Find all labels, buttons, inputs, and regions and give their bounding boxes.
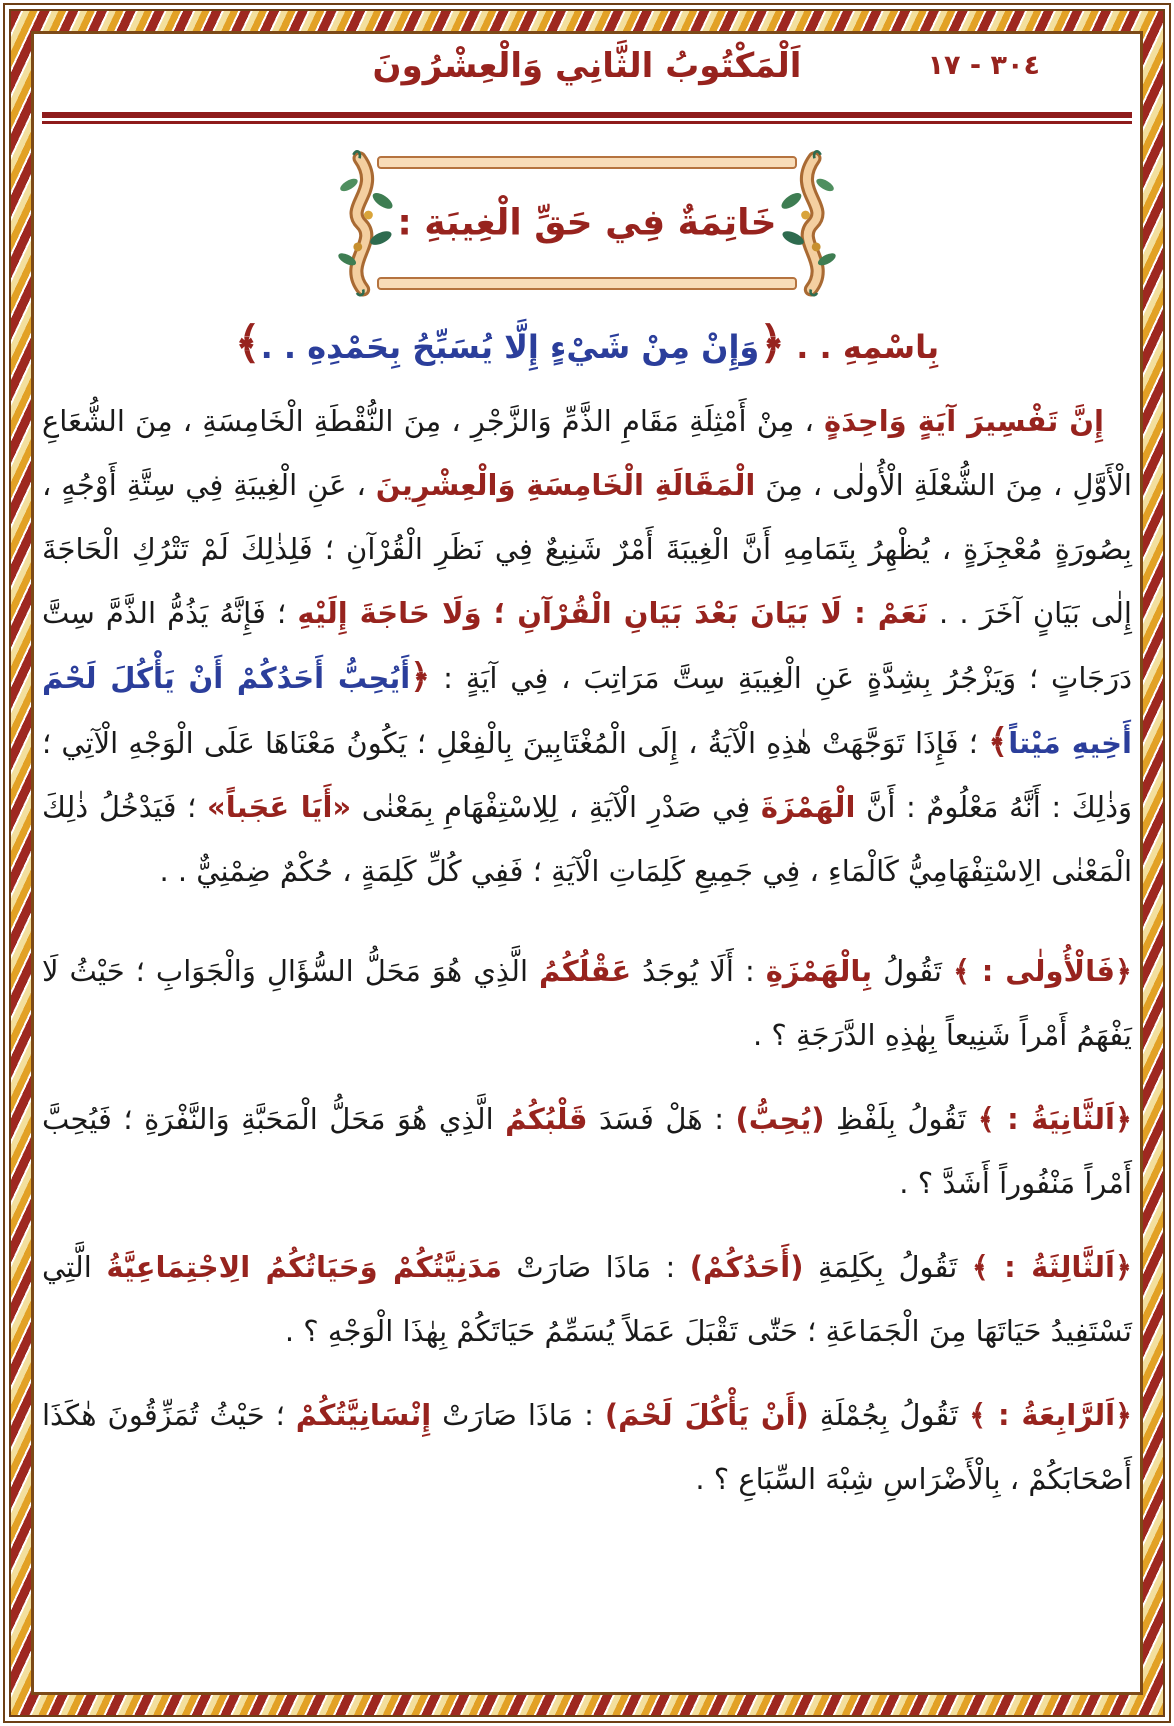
page-content — [31, 38, 1133, 1688]
body-paragraph — [31, 389, 1133, 903]
text-segment: ﴿ — [759, 318, 786, 369]
text-segment: : هَلْ فَسَدَ — [587, 1102, 736, 1136]
section-title: خَاتِمَةٌ فِي حَقِّ الْغِيبَةِ : — [397, 202, 777, 244]
text-segment: ؛ فَيَدْخُلُ ذٰلِكَ الْمَعْنٰى الِاسْتِفْهَامِيُّ كَالْمَاءِ ، فِي جَمِيعِ كَلِمَاتِ الْآيَةِ ؛ فَفِي كُلِّ كَلِمَةٍ ، حُكْمٌ ضِمْنِيٌّ . . — [32, 790, 1132, 888]
double-rule-divider — [42, 112, 1132, 124]
body-paragraph — [32, 1383, 1133, 1511]
text-segment: ﴿اَلرَّابِعَةُ : ﴾ — [969, 1398, 1133, 1432]
text-segment: ﴿فَالْأُولٰى : ﴾ — [952, 954, 1132, 988]
text-segment: تَقُولُ بِلَفْظِ — [824, 1102, 978, 1136]
text-segment: بِاسْمِهِ . . — [785, 328, 940, 366]
text-segment: ؛ فَإِذَا تَوَجَّهَتْ هٰذِهِ الْآيَةُ ، إِلَى الْمُغْتَابِينَ بِالْفِعْلِ ؛ يَكُونُ مَعْنَاهَا عَلَى الْوَجْهِ الْآتِي ؛ وَذٰلِكَ : أَنَّهُ مَعْلُومٌ : أَنَّ — [32, 726, 1132, 824]
body-text — [31, 389, 1133, 1511]
text-segment: تَقُولُ بِجُمْلَةِ — [808, 1398, 970, 1432]
text-segment: أَيُحِبُّ أَحَدُكُمْ أَنْ يَأْكُلَ لَحْمَ أَخِيهِ مَيْتاً — [31, 661, 1132, 760]
text-segment: ، عَنِ الْغِيبَةِ فِي سِتَّةِ أَوْجُهٍ ، بِصُورَةٍ مُعْجِزَةٍ ، يُظْهِرُ بِتَمَامِهِ أَنَّ الْغِيبَةَ أَمْرٌ شَنِيعٌ فِي نَظَرِ الْقُرْآنِ ؛ فَلِذٰلِكَ لَمْ تَتْرُكِ الْحَاجَةَ إِلٰى بَيَانٍ آخَرَ . . — [32, 468, 1132, 630]
text-segment: ؛ حَيْثُ تُمَزِّقُونَ هٰكَذَا أَصْحَابَكُمْ ، بِالْأَضْرَاسِ شِبْهَ السِّبَاعِ ؟ . — [32, 1398, 1132, 1496]
text-segment: (أَحَدُكُمْ) — [689, 1250, 804, 1284]
text-segment: ، مِنْ أَمْثِلَةِ مَقَامِ الذَّمِّ وَالزَّجْرِ ، مِنَ النُّقْطَةِ الْخَامِسَةِ ، مِنَ الشُّعَاعِ الْأَوَّلِ ، مِنَ الشُّعْلَةِ الْأُولٰى ، مِنَ — [32, 404, 1132, 502]
text-segment: ﴿اَلثَّالِثَةُ : ﴾ — [971, 1250, 1132, 1284]
text-segment: ﴾ — [234, 318, 261, 369]
text-segment: تَقُولُ بِكَلِمَةِ — [803, 1250, 972, 1284]
text-segment: وَإِنْ مِنْ شَيْءٍ إِلَّا يُسَبِّحُ بِحَمْدِهِ . . — [260, 328, 760, 366]
page-header — [42, 46, 1132, 108]
body-paragraph — [32, 1235, 1132, 1363]
text-segment: الَّذِي هُوَ مَحَلُّ السُّؤَالِ وَالْجَوَابِ ؛ حَيْثُ لَا يَفْهَمُ أَمْراً شَنِيعاً بِهٰذِهِ الدَّرَجَةِ ؟ . — [32, 954, 1132, 1052]
text-segment: ﴿ — [410, 657, 431, 697]
text-segment: تَقُولُ — [872, 954, 953, 988]
page-number: ٣٠٤ - ١٧ — [927, 50, 1040, 81]
text-segment: : أَلَا يُوجَدُ — [631, 954, 766, 988]
text-segment: (أَنْ يَأْكُلَ لَحْمَ) — [604, 1398, 809, 1432]
text-segment: ؛ فَإِنَّهُ يَذُمُّ الذَّمَّ سِتَّ دَرَجَاتٍ ؛ وَيَزْجُرُ بِشِدَّةٍ عَنِ الْغِيبَةِ سِتَّ مَرَاتِبَ ، فِي آيَةٍ : — [32, 596, 1133, 695]
text-segment: : مَاذَا صَارَتْ — [501, 1250, 690, 1284]
box-top-bar — [377, 156, 797, 169]
text-segment: الَّتِي تَسْتَفِيدُ حَيَاتَهَا مِنَ الْجَمَاعَةِ ؛ حَتّٰى تَقْبَلَ عَمَلاً يُسَمِّمُ حَيَاتَكُمْ بِهٰذَا الْوَجْهِ ؟ . — [32, 1250, 1132, 1348]
body-paragraph — [32, 1087, 1132, 1215]
body-paragraph — [32, 939, 1132, 1067]
text-segment: إِنْسَانِيَّتُكُمْ — [295, 1398, 432, 1432]
text-segment: ﴿اَلثَّانِيَةُ : ﴾ — [977, 1102, 1132, 1136]
text-segment: الْهَمْزَةَ — [760, 790, 856, 824]
page-title: اَلْمَكْتُوبُ الثَّانِي وَالْعِشْرُونَ — [372, 46, 802, 86]
text-segment: نَعَمْ : لَا بَيَانَ بَعْدَ بَيَانِ الْقُرْآنِ ؛ وَلَا حَاجَةَ إِلَيْهِ — [297, 596, 928, 630]
text-segment: ﴾ — [988, 722, 1009, 762]
text-segment: قَلْبُكُمُ — [505, 1102, 588, 1136]
text-segment: (يُحِبُّ) — [735, 1102, 825, 1136]
text-segment: فِي صَدْرِ الْآيَةِ ، لِلِاسْتِفْهَامِ بِمَعْنٰى — [351, 790, 761, 824]
text-segment: الْمَقَالَةِ الْخَامِسَةِ وَالْعِشْرِينَ — [375, 468, 756, 502]
text-segment: عَقْلُكُمُ — [539, 954, 632, 988]
section-title-box — [337, 152, 837, 294]
box-bottom-bar — [377, 277, 797, 290]
text-segment: مَدَنِيَّتُكُمْ وَحَيَاتُكُمُ الِاجْتِمَاعِيَّةُ — [106, 1250, 502, 1284]
text-segment: بِالْهَمْزَةِ — [765, 954, 873, 988]
text-segment: الَّذِي هُوَ مَحَلُّ الْمَحَبَّةِ وَالنَّفْرَةِ ؛ فَيُحِبَّ أَمْراً مَنْفُوراً أَشَدَّ ؟ . — [32, 1102, 1132, 1200]
basmala-line — [42, 318, 1132, 369]
text-segment: إِنَّ تَفْسِيرَ آيَةٍ وَاحِدَةٍ — [823, 404, 1104, 438]
text-segment: : مَاذَا صَارَتْ — [431, 1398, 605, 1432]
text-segment: «أَيَا عَجَباً» — [207, 790, 352, 824]
